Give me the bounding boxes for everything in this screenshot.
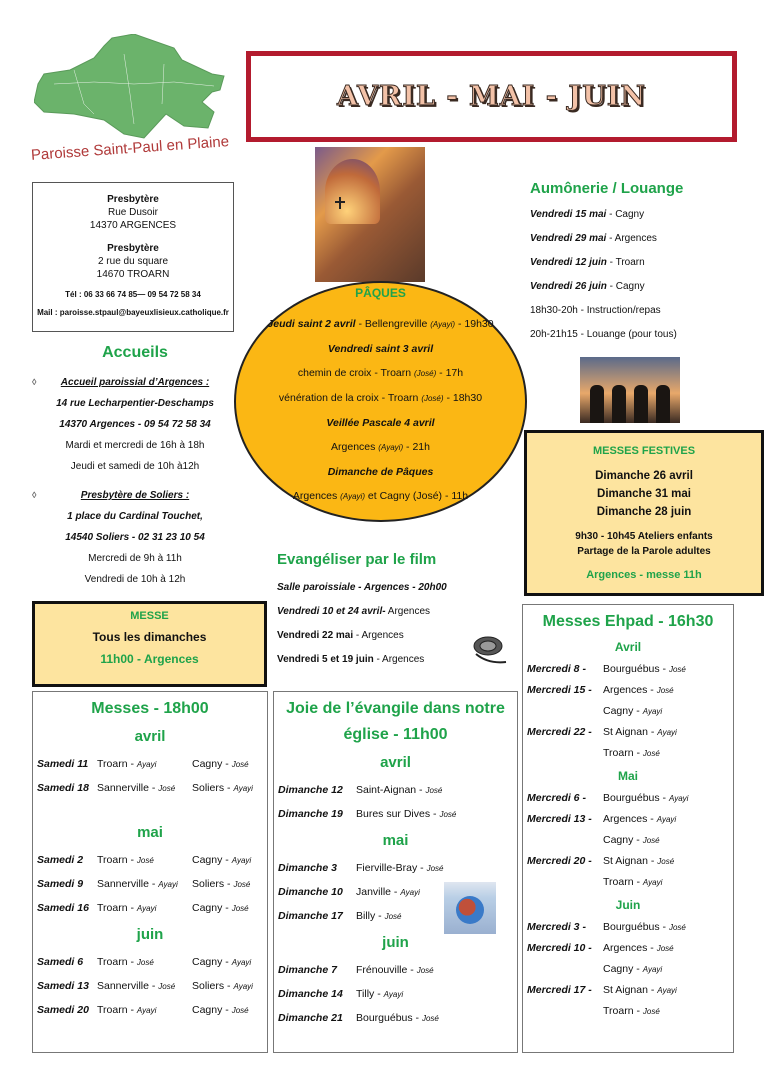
celebrant: Ayayi (657, 728, 677, 737)
place-name: Cagny - (603, 705, 643, 717)
aumonerie-title: Aumônerie / Louange (530, 180, 684, 197)
messes-18h-box (32, 691, 268, 1053)
presbytere-soliers-heading (30, 485, 240, 506)
mass-place-1 (97, 848, 154, 873)
joie-day: Dimanche 21 (278, 1012, 343, 1024)
paques-line (234, 460, 527, 484)
aumonerie-day: Vendredi 15 mai (530, 209, 607, 220)
celebrant: Ayayi (383, 990, 404, 999)
ehpad-place (603, 851, 674, 872)
aumonerie-schedule: 18h30-20h - Instruction/repas (530, 305, 661, 316)
paques-place: Argences (331, 441, 379, 453)
mass-place-1 (97, 752, 156, 777)
paques-celebrant: (Ayayi) (378, 443, 404, 452)
mass-day: Samedi 2 (37, 854, 84, 866)
cross-bar (335, 201, 345, 203)
paques-day: Veillée Pascale 4 avril (326, 417, 435, 429)
joie-evangile-box (273, 691, 518, 1053)
address-line: 14370 Argences - 09 54 72 58 34 (59, 419, 211, 430)
ehpad-row (527, 830, 729, 851)
celebrant: José (668, 665, 686, 674)
month-heading: avril (380, 754, 411, 771)
messe-dimanche-box (32, 601, 267, 687)
festive-location: Argences - messe 11h (586, 569, 702, 581)
paques-line (234, 435, 527, 460)
presbytere-1-title: Presbytère (107, 194, 159, 205)
paques-line (234, 361, 527, 386)
ehpad-place (603, 1001, 660, 1022)
mass-day: Samedi 6 (37, 956, 84, 968)
place-name: Sannerville - (97, 782, 159, 794)
ehpad-row (527, 917, 729, 938)
paques-place: vénération de la croix - Troarn (278, 392, 422, 404)
paques-celebrant: (Ayayi) (430, 320, 456, 329)
aumonerie-place: - Troarn (606, 257, 645, 268)
paques-section (234, 286, 527, 509)
celebrant: Ayayi (158, 880, 178, 889)
joie-day: Dimanche 19 (278, 808, 343, 820)
globe-icon (456, 896, 484, 924)
aumonerie-schedule: 20h-21h15 - Louange (pour tous) (530, 329, 677, 340)
paques-celebrant: (José) (421, 394, 444, 403)
place-name: Cagny - (192, 854, 232, 866)
silhouette (634, 385, 648, 423)
place-name: Cagny - (192, 758, 232, 770)
messe-when: Tous les dimanches (92, 630, 207, 644)
celebrant: José (656, 686, 674, 695)
email-address[interactable]: Mail : paroisse.stpaul@bayeuxlisieux.catholique.fr (37, 308, 229, 317)
mass-place-2 (192, 776, 253, 801)
joie-row (278, 1006, 513, 1030)
place-name: Bourguébus - (356, 1012, 422, 1024)
ehpad-place (603, 701, 662, 722)
mass-day: Samedi 18 (37, 782, 89, 794)
evangeliser-subtitle: Salle paroissiale - Argences - 20h00 (277, 582, 447, 593)
place-name: Frénouville - (356, 964, 417, 976)
ehpad-row (527, 743, 729, 764)
parish-map-icon (34, 34, 234, 144)
ehpad-day: Mercredi 17 - (527, 984, 592, 996)
messes-ehpad-box (522, 604, 734, 1053)
ehpad-row (527, 701, 729, 722)
messes-18h-title: Messes - 18h00 (91, 700, 209, 717)
mass-place-2 (192, 848, 251, 873)
film-place: - Argences (373, 654, 425, 665)
place-name: Soliers - (192, 782, 234, 794)
place-name: Janville - (356, 886, 401, 898)
joie-day: Dimanche 7 (278, 964, 337, 976)
mass-row (37, 998, 263, 1022)
joie-row (278, 982, 513, 1006)
place-name: Troarn - (97, 902, 137, 914)
ehpad-day: Mercredi 6 - (527, 792, 586, 804)
ehpad-place (603, 959, 662, 980)
mass-place-1 (97, 896, 156, 921)
celebrant: José (158, 784, 176, 793)
film-date-row (277, 600, 517, 624)
celebrant: José (231, 904, 249, 913)
address-line: 14 rue Lecharpentier-Deschamps (56, 398, 214, 409)
messe-where: 11h00 - Argences (100, 652, 199, 666)
mass-day: Samedi 13 (37, 980, 89, 992)
mass-day: Samedi 16 (37, 902, 89, 914)
celebrant: Ayayi (136, 1006, 157, 1015)
ehpad-day: Mercredi 15 - (527, 684, 592, 696)
celebrant: Ayayi (656, 815, 677, 824)
place-name: Troarn - (603, 747, 643, 759)
mass-place-1 (97, 950, 154, 975)
film-place: Argences (385, 606, 431, 617)
place-name: Bourguébus - (603, 792, 669, 804)
place-name: Soliers - (192, 878, 234, 890)
mass-row (37, 872, 263, 896)
place-name: Cagny - (192, 1004, 232, 1016)
ehpad-place (603, 938, 674, 959)
ehpad-place (603, 788, 688, 809)
presbytere-2-title: Presbytère (107, 243, 159, 254)
festive-activity: Partage de la Parole adultes (577, 546, 711, 557)
celebrant: José (668, 923, 686, 932)
mass-row (37, 974, 263, 998)
silhouette (590, 385, 604, 423)
mass-row (37, 848, 263, 872)
paques-title: PÂQUES (355, 286, 406, 300)
ehpad-row (527, 959, 729, 980)
joie-row (278, 802, 513, 826)
ehpad-place (603, 680, 674, 701)
ehpad-day: Mercredi 22 - (527, 726, 592, 738)
place-name: St Aignan - (603, 726, 658, 738)
paques-day: Dimanche de Pâques (327, 466, 434, 478)
ehpad-row (527, 659, 729, 680)
place-name: Troarn - (97, 956, 137, 968)
accueils-section (30, 344, 240, 590)
celebrant: José (421, 1014, 439, 1023)
joie-place (356, 802, 456, 827)
place-name: St Aignan - (603, 855, 658, 867)
page-title: AVRIL - MAI - JUIN (336, 81, 647, 112)
ehpad-day: Mercredi 3 - (527, 921, 586, 933)
celebrant: Ayayi (657, 986, 677, 995)
mass-place-2 (192, 950, 251, 975)
celebrant: José (642, 836, 660, 845)
month-heading: avril (134, 728, 166, 745)
ehpad-title: Messes Ehpad - 16h30 (542, 613, 714, 630)
celebrant: José (642, 1007, 660, 1016)
globe-children-image (444, 882, 496, 934)
festive-date: Dimanche 31 mai (597, 488, 691, 500)
joie-place (356, 778, 442, 803)
tomb-opening (325, 159, 380, 224)
ehpad-row (527, 722, 729, 743)
mass-row (37, 896, 263, 920)
contact-box (32, 182, 234, 332)
aumonerie-day: Vendredi 26 juin (530, 281, 607, 292)
messes-festives-box (524, 430, 764, 596)
paques-time: et Cagny (José) - 11h (365, 490, 469, 502)
film-day: Vendredi 5 et 19 juin (277, 654, 374, 665)
ehpad-place (603, 917, 686, 938)
diamond-bullet-icon: ◊ (32, 377, 37, 387)
mass-place-1 (97, 998, 156, 1023)
month-heading: mai (137, 824, 163, 841)
mass-row (37, 776, 263, 800)
paques-line (234, 312, 527, 337)
place-name: Troarn - (97, 1004, 137, 1016)
ehpad-day: Mercredi 13 - (527, 813, 592, 825)
place-name: Sannerville - (97, 878, 159, 890)
aumonerie-place: - Argences (606, 233, 657, 244)
accueil-argences-heading (30, 372, 240, 393)
place-name: Cagny - (192, 956, 232, 968)
ehpad-place (603, 722, 677, 743)
paques-line (234, 386, 527, 411)
place-name: Cagny - (192, 902, 232, 914)
celebrant: Ayayi (233, 784, 253, 793)
place-name: Argences - (603, 942, 657, 954)
aumonerie-place: - Cagny (606, 209, 645, 220)
joie-place (356, 982, 403, 1007)
mass-place-1 (97, 872, 178, 897)
ehpad-row (527, 851, 729, 872)
ehpad-place (603, 980, 677, 1001)
joie-title-line1: Joie de l’évangile dans notre (286, 700, 505, 717)
ehpad-place (603, 872, 662, 893)
paques-line (234, 337, 527, 361)
cross-icon (339, 197, 341, 209)
joie-day: Dimanche 3 (278, 862, 337, 874)
celebrant: Ayayi (231, 958, 252, 967)
festive-activity: 9h30 - 10h45 Ateliers enfants (575, 531, 713, 542)
ehpad-row (527, 872, 729, 893)
aumonerie-day: Vendredi 12 juin (530, 257, 607, 268)
paques-time: - 18h30 (443, 392, 483, 404)
paques-place: - Bellengreville (355, 318, 431, 330)
place-name: Fierville-Bray - (356, 862, 427, 874)
paques-time: - 19h30 (455, 318, 494, 330)
presbytere-1-line: 14370 ARGENCES (89, 220, 177, 231)
celebrant: José (439, 810, 457, 819)
paques-day: Jeudi saint 2 avril (267, 318, 356, 330)
place-name: Tilly - (356, 988, 384, 1000)
celebrant: José (657, 857, 675, 866)
celebrant: Ayayi (231, 856, 252, 865)
address-line: 1 place du Cardinal Touchet, (67, 511, 203, 522)
evangeliser-title: Evangéliser par le film (277, 551, 437, 568)
joie-place (356, 904, 402, 929)
hours-line: Vendredi de 10h à 12h (84, 574, 186, 585)
mass-day: Samedi 20 (37, 1004, 89, 1016)
mass-day: Samedi 11 (37, 758, 89, 770)
month-heading: juin (382, 934, 409, 951)
mass-row (37, 950, 263, 974)
mass-place-2 (192, 974, 253, 999)
celebrant: Ayayi (642, 878, 663, 887)
mass-place-2 (192, 752, 249, 777)
joie-day: Dimanche 14 (278, 988, 343, 1000)
mass-place-1 (97, 974, 175, 999)
celebrant: José (233, 880, 251, 889)
month-heading: mai (382, 832, 409, 849)
title-banner (246, 51, 737, 142)
ehpad-day: Mercredi 10 - (527, 942, 592, 954)
presbytere-2-line: 2 rue du square (97, 256, 169, 267)
paques-place: Argences (292, 490, 341, 502)
people-hands-raised-image (580, 357, 680, 423)
celebrant: José (136, 958, 154, 967)
place-name: Troarn - (97, 758, 137, 770)
place-name: Sannerville - (97, 980, 159, 992)
place-name: Troarn - (603, 1005, 643, 1017)
place-name: Bourguébus - (603, 921, 669, 933)
paques-time: - 17h (436, 367, 464, 379)
place-name: Cagny - (603, 963, 643, 975)
place-name: Soliers - (192, 980, 234, 992)
joie-day: Dimanche 12 (278, 784, 343, 796)
festive-date: Dimanche 26 avril (595, 470, 693, 482)
celebrant: Ayayi (233, 982, 253, 991)
festive-date: Dimanche 28 juin (596, 506, 692, 518)
paques-line (234, 411, 527, 435)
aumonerie-date-row (530, 251, 750, 275)
celebrant: José (231, 760, 249, 769)
place-name: Billy - (356, 910, 385, 922)
place-name: Argences - (603, 684, 657, 696)
film-place: - Argences (353, 630, 404, 641)
presbytere-2-line: 14670 TROARN (96, 269, 170, 280)
aumonerie-place: - Cagny (606, 281, 645, 292)
paques-celebrant: (José) (414, 369, 437, 378)
ehpad-day: Mercredi 8 - (527, 663, 586, 675)
joie-day: Dimanche 17 (278, 910, 343, 922)
hours-line: Mercredi de 9h à 11h (88, 553, 182, 564)
joie-place (356, 1006, 439, 1031)
mass-row (37, 752, 263, 776)
place-name: Troarn - (603, 876, 643, 888)
mass-place-1 (97, 776, 175, 801)
place-name: Bourguébus - (603, 663, 669, 675)
celebrant: José (656, 944, 674, 953)
paques-line (234, 484, 527, 509)
month-heading: Juin (615, 898, 641, 912)
joie-title-line2: église - 11h00 (343, 726, 448, 743)
ehpad-place (603, 830, 660, 851)
celebrant: Ayayi (642, 965, 663, 974)
silhouette (656, 385, 670, 423)
ehpad-place (603, 809, 676, 830)
month-heading: juin (136, 926, 164, 943)
phone-numbers: Tél : 06 33 66 74 85— 09 54 72 58 34 (65, 290, 201, 299)
joie-place (356, 880, 420, 905)
celebrant: Ayayi (136, 904, 157, 913)
ehpad-row (527, 1001, 729, 1022)
paques-place: chemin de croix - Troarn (297, 367, 415, 379)
address-line: 14540 Soliers - 02 31 23 10 54 (65, 532, 205, 543)
place-name: Bures sur Dives - (356, 808, 440, 820)
celebrant: José (426, 864, 444, 873)
joie-row (278, 856, 513, 880)
film-day: Vendredi 10 et 24 avril- (277, 606, 386, 617)
mass-place-2 (192, 872, 250, 897)
mass-day: Samedi 9 (37, 878, 84, 890)
place-name: Saint-Aignan - (356, 784, 426, 796)
film-reel-icon (470, 634, 508, 666)
ehpad-row (527, 788, 729, 809)
messe-title: MESSE (130, 610, 169, 622)
joie-row (278, 778, 513, 802)
celebrant: Ayayi (136, 760, 157, 769)
silhouette (612, 385, 626, 423)
paques-day: Vendredi saint 3 avril (327, 343, 434, 355)
presbytere-1-line: Rue Dusoir (107, 207, 159, 218)
celebrant: José (384, 912, 402, 921)
ehpad-place (603, 743, 660, 764)
month-heading: Avril (614, 640, 642, 654)
celebrant: José (231, 1006, 249, 1015)
paques-time: - 21h (403, 441, 430, 453)
place-name: Troarn - (97, 854, 137, 866)
aumonerie-date-row (530, 203, 750, 227)
joie-place (356, 856, 444, 881)
ehpad-row (527, 680, 729, 701)
aumonerie-day: Vendredi 29 mai (530, 233, 607, 244)
mass-place-2 (192, 896, 249, 921)
film-day: Vendredi 22 mai (277, 630, 354, 641)
celebrant: Ayayi (668, 794, 689, 803)
festives-title: MESSES FESTIVES (592, 445, 696, 457)
paques-celebrant: (Ayayi) (340, 492, 365, 501)
accueil-heading-text: Presbytère de Soliers : (80, 490, 190, 501)
mass-place-2 (192, 998, 249, 1023)
hours-line: Mardi et mercredi de 16h à 18h (65, 440, 205, 451)
empty-tomb-image (315, 147, 425, 282)
aumonerie-date-row (530, 227, 750, 251)
celebrant: José (642, 749, 660, 758)
logo-text: Paroisse Saint-Paul en Plaine (30, 133, 230, 164)
celebrant: Ayayi (642, 707, 663, 716)
accueil-heading-text: Accueil paroissial d’Argences : (60, 377, 210, 388)
aumonerie-date-row (530, 275, 750, 299)
ehpad-day: Mercredi 20 - (527, 855, 592, 867)
celebrant: José (416, 966, 434, 975)
celebrant: José (136, 856, 154, 865)
place-name: St Aignan - (603, 984, 658, 996)
ehpad-row (527, 980, 729, 1001)
ehpad-row (527, 809, 729, 830)
diamond-bullet-icon: ◊ (32, 490, 37, 500)
hours-line: Jeudi et samedi de 10h à12h (70, 461, 200, 472)
joie-place (356, 958, 434, 983)
joie-row (278, 958, 513, 982)
celebrant: José (158, 982, 176, 991)
aumonerie-section (530, 180, 750, 347)
ehpad-place (603, 659, 686, 680)
celebrant: Ayayi (400, 888, 420, 897)
place-name: Argences - (603, 813, 657, 825)
accueils-title: Accueils (102, 344, 168, 361)
month-heading: Mai (617, 769, 638, 783)
celebrant: José (425, 786, 443, 795)
place-name: Cagny - (603, 834, 643, 846)
joie-day: Dimanche 10 (278, 886, 343, 898)
ehpad-row (527, 938, 729, 959)
